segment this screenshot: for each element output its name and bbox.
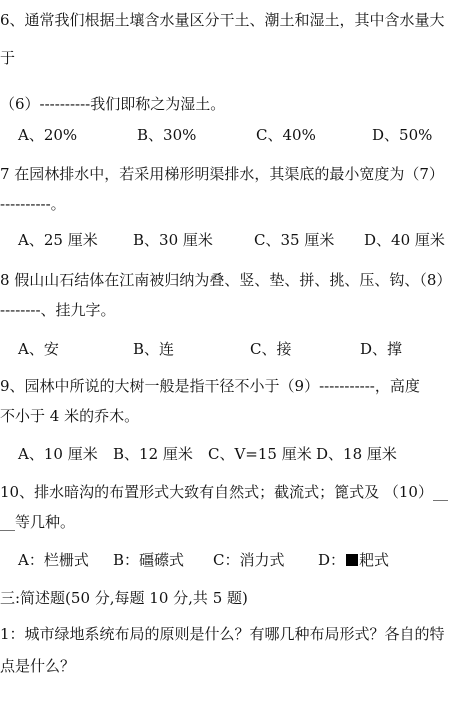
q6-option-d: D、50% (372, 126, 433, 144)
q10-option-a: A：栏栅式 (18, 551, 89, 569)
q10-option-d (318, 550, 389, 570)
q10-option-c: C：消力式 (213, 551, 285, 569)
q9-option-c: C、V=15 厘米 (208, 445, 312, 463)
q6-line-3: （6）----------我们即称之为湿土。 (0, 95, 226, 113)
q7-option-b: B、30 厘米 (133, 231, 213, 249)
q6-option-a: A、20% (18, 126, 78, 144)
q8-option-a: A、安 (18, 340, 59, 358)
q8-line-1: 8 假山山石结体在江南被归纳为叠、竖、垫、拼、挑、压、钩、（8） (0, 271, 452, 289)
q7-option-a: A、25 厘米 (18, 231, 98, 249)
q9-line-1: 9、园林中所说的大树一般是指干径不小于（9）-----------，高度 (0, 377, 420, 395)
q10-option-d-prefix: D： (318, 551, 346, 569)
q7-option-c: C、35 厘米 (254, 231, 335, 249)
q10-line-2: __等几种。 (0, 513, 76, 531)
q8-line-2: --------、挂九字。 (0, 301, 116, 319)
q8-option-d: D、撑 (360, 340, 403, 358)
q8-option-c: C、接 (250, 340, 292, 358)
q6-line-1: 6、通常我们根据土壤含水量区分干土、潮土和湿土，其中含水量大 (0, 11, 445, 29)
q8-option-b: B、连 (133, 340, 175, 358)
section-3-heading: 三:简述题(50 分,每题 10 分,共 5 题) (0, 589, 248, 607)
q6-option-c: C、40% (256, 126, 316, 144)
q7-line-2: ----------。 (0, 195, 66, 213)
section-3-q1-line-1: 1：城市绿地系统布局的原则是什么？有哪几种布局形式？各自的特 (0, 625, 445, 643)
black-square-icon (346, 554, 358, 566)
q6-option-b: B、30% (137, 126, 197, 144)
q7-line-1: 7 在园林排水中，若采用梯形明渠排水，其渠底的最小宽度为（7） (0, 165, 444, 183)
section-3-q1-line-2: 点是什么？ (0, 657, 76, 675)
q7-option-d: D、40 厘米 (364, 231, 445, 249)
q9-line-2: 不小于 4 米的乔木。 (0, 407, 140, 425)
q9-option-d: D、18 厘米 (316, 445, 397, 463)
q6-line-2: 于 (0, 49, 16, 67)
q10-option-d-text: 耙式 (359, 551, 390, 569)
q10-option-b: B：礓礤式 (113, 551, 185, 569)
q10-line-1: 10、排水暗沟的布置形式大致有自然式；截流式；篦式及 （10）__ (0, 483, 448, 501)
q9-option-a: A、10 厘米 (18, 445, 98, 463)
q9-option-b: B、12 厘米 (113, 445, 193, 463)
